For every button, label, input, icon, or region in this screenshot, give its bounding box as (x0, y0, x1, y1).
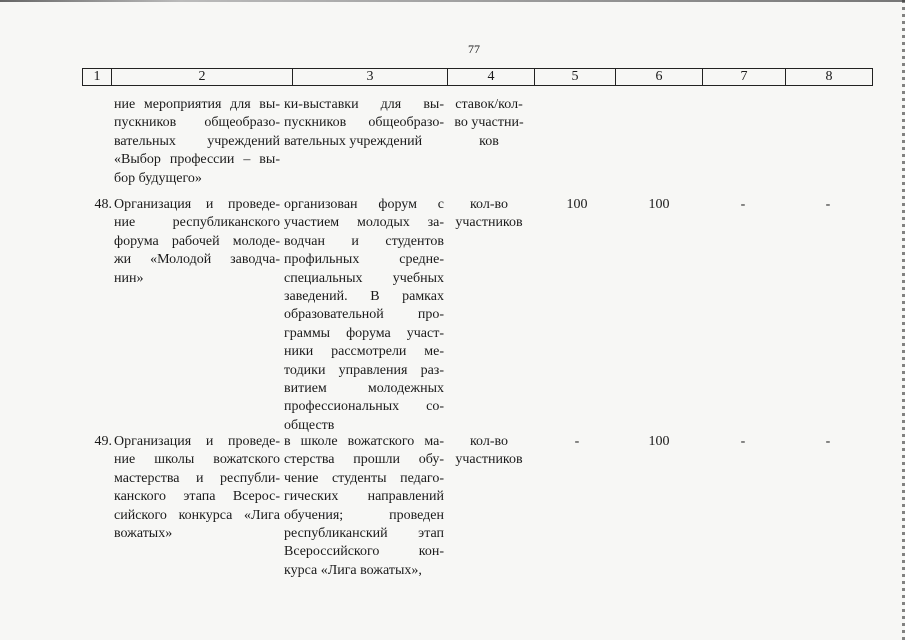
cell-text-line: обучения; проведен (284, 507, 444, 523)
cell-text-line: водчан и студентов (284, 233, 444, 249)
cell-text-line: организован форум с (284, 197, 444, 212)
row-col7-value: - (740, 197, 746, 212)
cell-text-line: гических направлений (284, 489, 444, 505)
cell-text-line: чение студенты педаго- (284, 470, 444, 486)
cell-text-line: Всероссийского кон- (284, 544, 444, 560)
row-col7-value: - (740, 434, 746, 449)
cell-text-line: участников (455, 452, 523, 468)
header-col-7: 7 (703, 69, 786, 86)
cell-text-line: «Выбор профессии – вы- (114, 152, 280, 168)
cell-text-line: образовательной про- (284, 307, 444, 323)
cell-text-line: витием молодежных (284, 381, 444, 397)
cell-text-line: участием молодых за- (284, 215, 444, 231)
cell-text-line: форума рабочей молоде- (114, 233, 280, 249)
cell-text-line: граммы форума участ- (284, 325, 444, 341)
cell-text-line: бор будущего» (114, 170, 202, 186)
row-result-cell (284, 196, 444, 435)
header-col-6: 6 (616, 69, 703, 86)
row-number: 48. (94, 197, 112, 212)
cell-text-line: кол-во (469, 434, 509, 449)
cell-text-line: Организация и проведе- (114, 197, 280, 212)
cell-text-line: ние мероприятия для вы- (114, 97, 280, 112)
row-col6-value: 100 (648, 434, 670, 449)
header-col-3: 3 (293, 69, 448, 86)
cell-text-line: вательных учреждений (284, 133, 423, 149)
row-indicator-cell (448, 433, 530, 470)
header-col-1: 1 (83, 69, 112, 86)
cell-text-line: курса «Лига вожатых», (284, 562, 422, 578)
cell-text-line: тодики управления раз- (284, 362, 444, 378)
page-number: 77 (468, 42, 480, 56)
cell-text-line: профильных средне- (284, 252, 444, 268)
cell-text-line: Организация и проведе- (114, 434, 280, 449)
cell-text-line: пускников общеобразо- (284, 115, 444, 131)
header-col-2: 2 (112, 69, 293, 86)
cell-text-line: специальных учебных (284, 270, 444, 286)
cell-text-line: жи «Молодой заводча- (114, 252, 280, 268)
row-result-cell (284, 96, 444, 151)
row-col5-value: 100 (566, 197, 588, 212)
cell-text-line: сийского конкурса «Лига (114, 507, 280, 523)
row-result-cell (284, 433, 444, 580)
cell-text-line: кол-во (469, 197, 509, 212)
cell-text-line: ние школы вожатского (114, 452, 280, 468)
cell-text-line: участников (455, 215, 523, 231)
row-indicator-cell (448, 196, 530, 233)
row-col6-value: 100 (648, 197, 670, 212)
cell-text-line: ки-выставки для вы- (284, 97, 444, 112)
header-col-8: 8 (786, 69, 873, 86)
cell-text-line: нин» (114, 270, 144, 286)
column-number-header (82, 68, 873, 86)
cell-text-line: стерства прошли обу- (284, 452, 444, 468)
row-col8-value: - (825, 197, 831, 212)
header-col-5: 5 (535, 69, 616, 86)
row-col5-value: - (574, 434, 580, 449)
header-col-4: 4 (448, 69, 535, 86)
cell-text-line: республиканский этап (284, 526, 444, 542)
row-event-cell (114, 196, 280, 288)
cell-text-line: вательных учреждений (114, 133, 280, 149)
scan-artifact-top (0, 0, 905, 2)
cell-text-line: канского этапа Всерос- (114, 489, 280, 505)
row-number: 49. (94, 434, 112, 449)
cell-text-line: ставок/кол- (455, 97, 523, 112)
cell-text-line: ков (479, 133, 499, 149)
row-event-cell (114, 96, 280, 188)
cell-text-line: заведений. В рамках (284, 289, 444, 305)
cell-text-line: ники рассмотрели ме- (284, 344, 444, 360)
cell-text-line: пускников общеобразо- (114, 115, 280, 131)
cell-text-line: вожатых» (114, 526, 173, 542)
cell-text-line: во участни- (454, 115, 524, 131)
row-col8-value: - (825, 434, 831, 449)
row-event-cell (114, 433, 280, 543)
cell-text-line: обществ (284, 417, 335, 433)
row-indicator-cell (448, 96, 530, 151)
cell-text-line: профессиональных со- (284, 399, 444, 415)
cell-text-line: мастерства и республи- (114, 470, 280, 486)
cell-text-line: в школе вожатского ма- (284, 434, 444, 449)
cell-text-line: ние республиканского (114, 215, 280, 231)
